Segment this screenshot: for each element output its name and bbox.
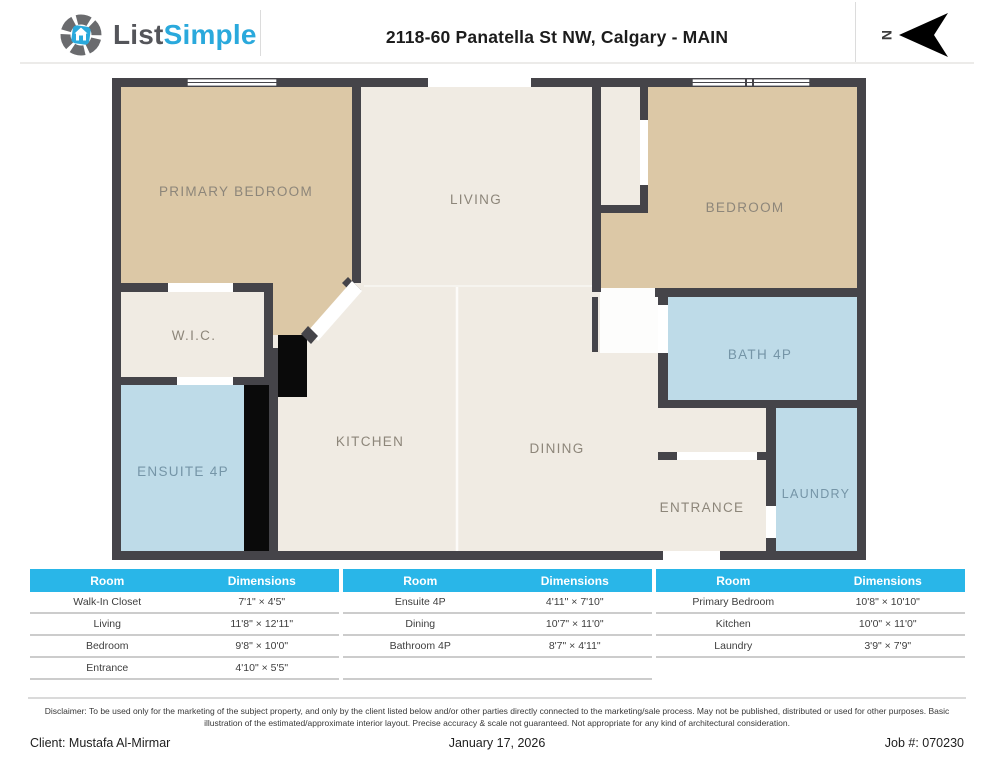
dimensions-table: [30, 569, 965, 680]
service-chase-upper: [278, 335, 307, 397]
cell-room: Bathroom 4P: [389, 640, 451, 652]
table-row: [30, 592, 339, 614]
table-group-2: [343, 569, 652, 680]
table-header: [30, 569, 339, 592]
room-label-dining: DINING: [529, 441, 585, 456]
cell-dimensions: 4'11" × 7'10": [545, 596, 604, 608]
bedroom-closet-niche: [601, 87, 640, 205]
cell-dimensions: 4'10" × 5'5": [235, 662, 289, 674]
disclaimer-text: Disclaimer: To be used only for the marketing of the subject property, and only by the client listed below and/or other parties directly connected to the marketing/sale process. May not be published, distributed or used for other purposes. Basic illustration of the estimated/approximate interior layout. Precise accuracy & scale not guaranteed. Not appropriate for any kind of architectural consideration.: [44, 706, 950, 728]
hallway: [600, 297, 658, 353]
cell-dimensions: 8'7" × 4'11": [548, 640, 601, 652]
header-divider-right: [855, 2, 856, 62]
room-label-primary-bedroom: PRIMARY BEDROOM: [158, 184, 314, 199]
column-header-dimensions: Dimensions: [227, 573, 296, 588]
cell-dimensions: 3'9" × 7'9": [864, 640, 912, 652]
column-header-dimensions: Dimensions: [540, 573, 609, 588]
room-label-entrance: ENTRANCE: [659, 500, 745, 515]
table-row: [343, 592, 652, 614]
logo-word-list: List: [113, 19, 164, 50]
room-label-ensuite: ENSUITE 4P: [137, 464, 229, 479]
job-number: Job #: 070230: [884, 736, 964, 750]
column-header-room: Room: [403, 573, 438, 588]
cell-room: Walk-In Closet: [73, 596, 142, 608]
cell-room: Kitchen: [715, 618, 751, 630]
cell-dimensions: 9'8" × 10'0": [235, 640, 289, 652]
room-label-bedroom: BEDROOM: [705, 200, 785, 215]
cell-room: Primary Bedroom: [692, 596, 775, 608]
room-laundry: [776, 408, 857, 551]
north-arrow-label: N: [878, 29, 895, 41]
table-row: [656, 592, 965, 614]
cell-room: Ensuite 4P: [394, 596, 446, 608]
aperture-logo-icon: [58, 12, 104, 58]
cell-dimensions: 10'0" × 11'0": [858, 618, 917, 630]
cell-room: Bedroom: [85, 640, 129, 652]
cell-room: Dining: [405, 618, 436, 630]
table-header: [656, 569, 965, 592]
room-label-living: LIVING: [449, 192, 503, 207]
bedroom-window: [692, 78, 810, 87]
table-row: [656, 614, 965, 636]
logo-word-simple: Simple: [163, 19, 257, 50]
table-row: [343, 614, 652, 636]
logo-wordmark: [113, 21, 257, 49]
room-label-laundry: LAUNDRY: [781, 487, 851, 501]
page-title: 2118-60 Panatella St NW, Calgary - MAIN: [385, 27, 729, 47]
table-row: [656, 636, 965, 658]
cell-dimensions: 10'7" × 11'0": [545, 618, 604, 630]
header-rule: [20, 62, 974, 64]
footer-rule: [28, 697, 966, 699]
client-name: Client: Mustafa Al-Mirmar: [30, 736, 171, 750]
column-header-room: Room: [716, 573, 751, 588]
primary-bedroom-window: [187, 79, 277, 87]
document-date: January 17, 2026: [448, 736, 546, 750]
cell-dimensions: 7'1" × 4'5": [238, 596, 286, 608]
header-divider-left: [260, 10, 261, 56]
table-header: [343, 569, 652, 592]
bedroom-door-opening: [600, 288, 655, 297]
column-header-dimensions: Dimensions: [853, 573, 922, 588]
table-group-1: [30, 569, 339, 680]
table-row: [30, 658, 339, 680]
table-row: [343, 658, 652, 680]
service-chase-lower: [244, 385, 269, 552]
cell-dimensions: 11'8" × 12'11": [230, 618, 294, 630]
north-arrow: [872, 8, 956, 60]
cell-dimensions: 10'8" × 10'10": [855, 596, 920, 608]
room-label-wic: W.I.C.: [171, 328, 217, 343]
table-row: [343, 636, 652, 658]
table-row: [30, 636, 339, 658]
cell-room: Living: [93, 618, 121, 630]
table-row: [656, 658, 965, 678]
table-group-3: [656, 569, 965, 680]
room-label-kitchen: KITCHEN: [335, 434, 405, 449]
room-label-bath: BATH 4P: [727, 347, 793, 362]
column-header-room: Room: [90, 573, 125, 588]
table-row: [30, 614, 339, 636]
floor-plan: [112, 78, 866, 560]
listsimple-logo: [58, 12, 257, 58]
cell-room: Laundry: [714, 640, 753, 652]
cell-room: Entrance: [86, 662, 129, 674]
north-arrow-glyph: [899, 13, 948, 57]
